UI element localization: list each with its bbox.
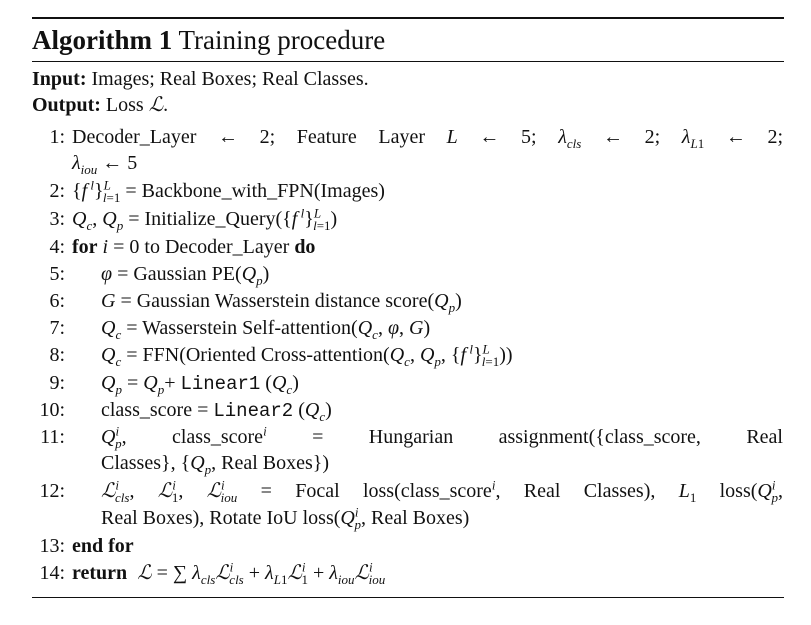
line-number: 3: (49, 208, 65, 230)
line-text: Decoder_Layer ← 2; Feature Layer L ← 5; $\lambda_{cls}$ ← 2; $\lambda_{L1}$ ← 2; (72, 126, 783, 151)
line-number: 5: (49, 263, 65, 285)
line-number: 13: (39, 535, 65, 557)
line-text-cont: Classes}, {$Q_p$, Real Boxes}) (101, 452, 330, 477)
line-text-cont: $\lambda_{iou}$ ← 5 (72, 152, 138, 177)
line-number: 10: (39, 399, 65, 421)
title-rule (32, 61, 784, 62)
line-text: G = Gaussian Wasserstein distance $score(Q_p)$ (101, 290, 462, 315)
line-text: $Q_c$ = FFN(Oriented Cross-$attention(Q_c$, $Q_p$, {f $^l$}$^L_{l=1}$)) (101, 341, 513, 369)
line-text: for i = 0 to Decoder_Layer do (72, 236, 316, 258)
line-text: end for (72, 535, 134, 557)
input-text: Images; Real Boxes; Real Classes. (91, 68, 369, 90)
line-number: 14: (39, 562, 65, 584)
line-text: $Q^i_p$, class_score$^i$ = Hungarian assignment({class_score, Real (101, 423, 783, 451)
algorithm-name: Training procedure (178, 25, 386, 55)
algorithm-title (32, 22, 385, 58)
line-number: 11: (40, 426, 65, 448)
line-text: class_score = Linear2 $(Q_c)$ (101, 399, 332, 424)
line-number: 1: (49, 126, 65, 148)
output-symbol: ℒ (148, 94, 164, 116)
line-number: 9: (49, 372, 65, 394)
line-text: $Q_c$ = Wasserstein Self-$attention(Q_c$, φ, G) (101, 317, 431, 342)
input-label: Input: (32, 68, 87, 90)
algorithm-label: Algorithm 1 (32, 25, 173, 55)
output-line: Output: Loss ℒ. (32, 94, 169, 116)
line-number: 2: (49, 180, 65, 202)
line-text: $Q_c$, $Q_p$ = Initialize_Query({f $^l$}$^L_{l=1}$) (72, 205, 338, 233)
line-number: 8: (49, 344, 65, 366)
line-number: 7: (49, 317, 65, 339)
bottom-rule (32, 597, 784, 598)
output-label: Output: (32, 94, 101, 116)
line-text-cont: Real Boxes), Rotate IoU $loss(Q^i_p$, Real Boxes) (101, 504, 470, 532)
line-number: 12: (39, 480, 65, 502)
line-number: 6: (49, 290, 65, 312)
output-text: Loss (105, 94, 144, 116)
line-text: φ = Gaussian $PE(Q_p)$ (101, 263, 270, 288)
line-text: $Q_p = Q_p+$ Linear1 $(Q_c)$ (101, 372, 299, 397)
top-rule (32, 17, 784, 19)
input-line (32, 66, 369, 92)
line-text: return ℒ = ∑ $\lambda_{cls}ℒ^i_{cls}$ + $\lambda_{L1}ℒ^i_1$ + $\lambda_{iou}ℒ^i_{iou}$ (72, 559, 386, 587)
line-text: ℒ$^i_{cls}$, ℒ$^i_1$, ℒ$^i_{iou}$ = Focal loss(class_score$^i$, Real Classes), $L_1$ $loss(Q^i_p$, (101, 477, 783, 505)
line-number: 4: (49, 236, 65, 258)
line-text: {f $^l$}$^L_{l=1}$ = Backbone_with_FPN(Images) (72, 177, 385, 205)
